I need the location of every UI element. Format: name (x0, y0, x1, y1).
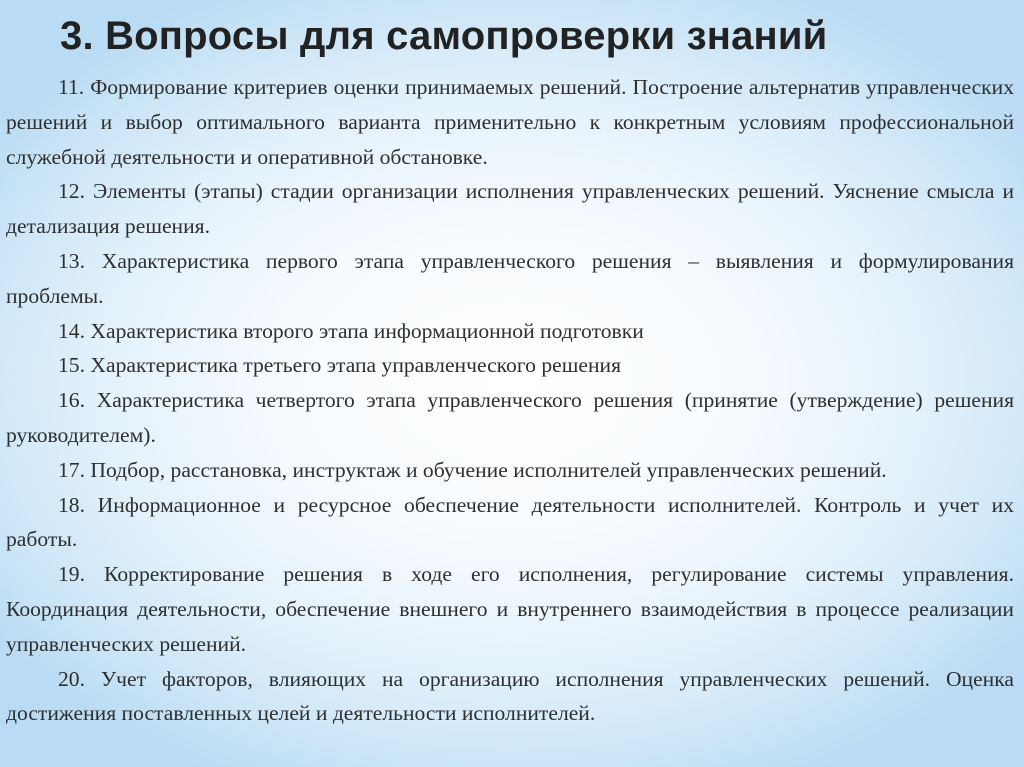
question-item-19: 19. Корректирование решения в ходе его исполнения, регулирование системы управления. Координация деятельности, обеспечение внешнего и внутреннего взаимодействия в процессе реализации управленческих решений. (6, 562, 1014, 656)
question-item-12: 12. Элементы (этапы) стадии организации исполнения управленческих решений. Уяснение смысла и детализация решения. (6, 179, 1014, 239)
question-item-20: 20. Учет факторов, влияющих на организацию исполнения управленческих решений. Оценка достижения поставленных целей и деятельности исполнителей. (6, 666, 1014, 726)
question-item-16: 16. Характеристика четвертого этапа управленческого решения (принятие (утверждение) решения руководителем). (6, 388, 1014, 447)
question-item-11: 11. Формирование критериев оценки принимаемых решений. Построение альтернатив управленческих решений и выбор оптимального варианта применительно к конкретным условиям профессиональной служебной деятельности и оперативной обстановке. (6, 75, 1014, 169)
question-item-17: 17. Подбор, расстановка, инструктаж и обучение исполнителей управленческих решений. (58, 457, 887, 482)
question-item-13: 13. Характеристика первого этапа управленческого решения – выявления и формулирования проблемы. (6, 248, 1014, 308)
question-item-14: 14. Характеристика второго этапа информационной подготовки (58, 318, 644, 343)
question-item-15: 15. Характеристика третьего этапа управленческого решения (58, 353, 621, 378)
question-item-18: 18. Информационное и ресурсное обеспечение деятельности исполнителей. Контроль и учет их работы. (6, 492, 1014, 552)
question-list (6, 70, 1014, 731)
slide-title: 3. Вопросы для самопроверки знаний (60, 14, 828, 58)
